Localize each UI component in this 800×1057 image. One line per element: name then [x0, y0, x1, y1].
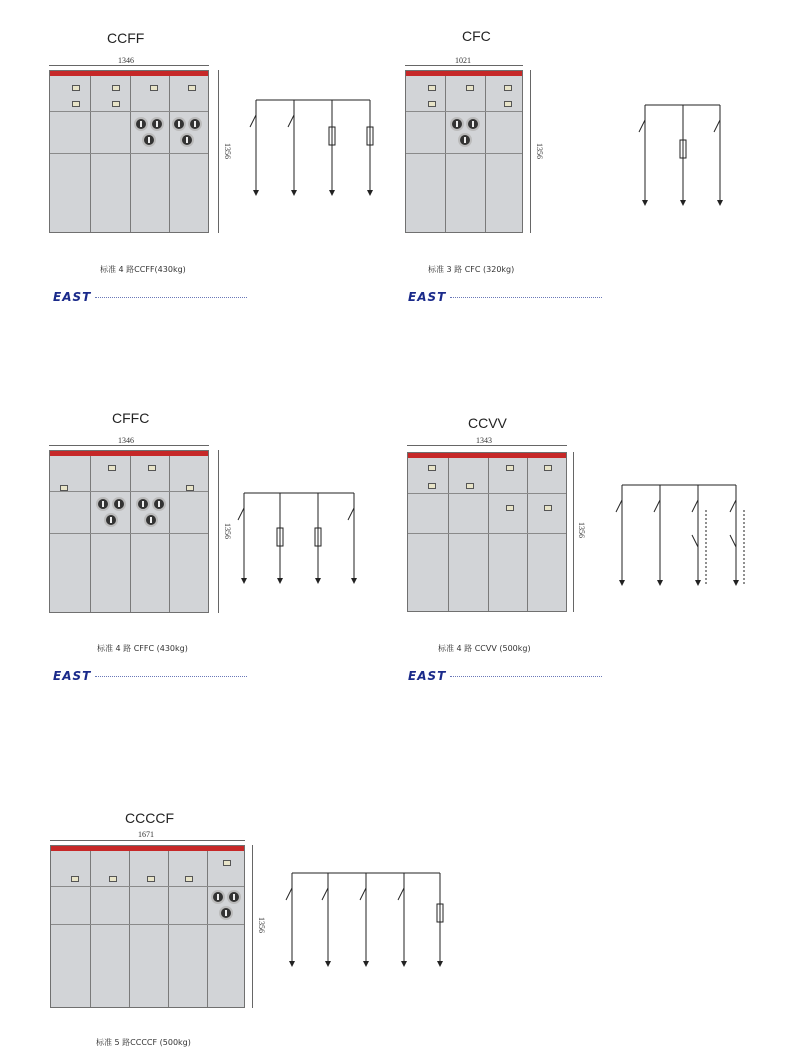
width-dimension-line: [49, 445, 209, 446]
height-dimension-line: [530, 70, 531, 233]
height-label-ccvv: 1356: [577, 522, 586, 538]
width-dimension-line: [405, 65, 523, 66]
width-label-cfc: 1021: [455, 56, 471, 65]
title-cfc: CFC: [462, 28, 491, 44]
single-line-diagram-cffc: [232, 488, 362, 588]
single-line-diagram-cfc: [625, 100, 735, 210]
width-label-ccccf: 1671: [138, 830, 154, 839]
width-dimension-line: [49, 65, 209, 66]
height-dimension-line: [252, 845, 253, 1008]
width-label-ccvv: 1343: [476, 436, 492, 445]
east-logo: EAST: [408, 290, 447, 304]
logo-divider: [95, 676, 247, 677]
logo-divider: [95, 297, 247, 298]
height-label-ccccf: 1356: [257, 917, 266, 933]
east-logo: EAST: [53, 669, 92, 683]
logo-divider: [450, 676, 602, 677]
width-label-cffc: 1346: [118, 436, 134, 445]
east-logo: EAST: [408, 669, 447, 683]
width-dimension-line: [407, 445, 567, 446]
title-ccvv: CCVV: [468, 415, 507, 431]
caption-ccff: 标准 4 路CCFF(430kg): [100, 265, 186, 274]
single-line-diagram-ccccf: [280, 868, 455, 973]
east-logo: EAST: [53, 290, 92, 304]
height-dimension-line: [218, 450, 219, 613]
switchgear-cabinet-cfc: [405, 70, 523, 233]
caption-cffc: 标准 4 路 CFFC (430kg): [97, 644, 188, 653]
height-dimension-line: [218, 70, 219, 233]
height-label-cfc: 1356: [535, 143, 544, 159]
logo-divider: [450, 297, 602, 298]
height-label-ccff: 1356: [223, 143, 232, 159]
single-line-diagram-ccff: [240, 95, 380, 205]
height-label-cffc: 1356: [223, 523, 232, 539]
caption-ccvv: 标准 4 路 CCVV (500kg): [438, 644, 531, 653]
single-line-diagram-ccvv: [600, 480, 750, 595]
caption-ccccf: 标准 5 路CCCCF (500kg): [96, 1038, 191, 1047]
switchgear-cabinet-cffc: [49, 450, 209, 613]
height-dimension-line: [573, 452, 574, 612]
switchgear-cabinet-ccff: [49, 70, 209, 233]
title-ccff: CCFF: [107, 30, 145, 46]
title-ccccf: CCCCF: [125, 810, 174, 826]
width-label-ccff: 1346: [118, 56, 134, 65]
switchgear-cabinet-ccvv: [407, 452, 567, 612]
width-dimension-line: [50, 840, 245, 841]
switchgear-cabinet-ccccf: [50, 845, 245, 1008]
title-cffc: CFFC: [112, 410, 150, 426]
caption-cfc: 标准 3 路 CFC (320kg): [428, 265, 515, 274]
